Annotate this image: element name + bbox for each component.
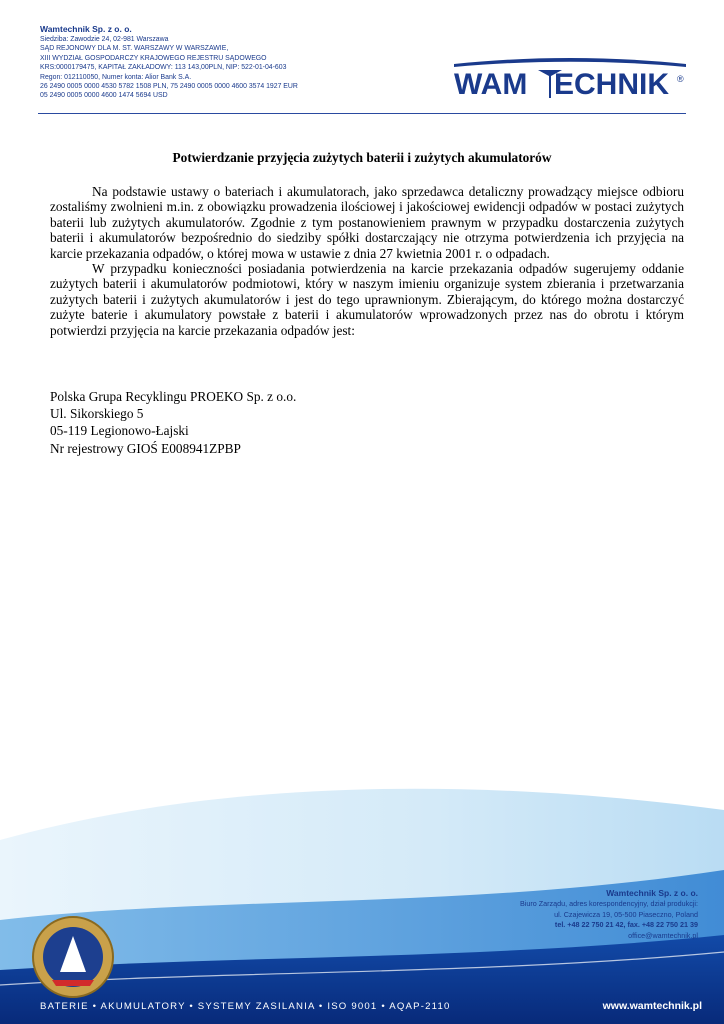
header-regon-line: Regon: 012110050, Numer konta: Alior Bank S.A. (40, 73, 192, 81)
header-address-line: Siedziba: Zawodzie 24, 02-981 Warszawa (40, 36, 169, 43)
quality-seal-icon (30, 914, 116, 1000)
footer-phone-fax: tel. +48 22 750 21 42, fax. +48 22 750 21 39 (554, 920, 698, 930)
logo-registered-mark: ® (677, 74, 684, 84)
footer-website-link[interactable]: www.wamtechnik.pl (602, 1000, 702, 1012)
body-paragraph: Na podstawie ustawy o bateriach i akumulatorach, jako sprzedawca detaliczny prowadzący miejsce odbioru zostaliśmy zwolnieni m.in. z obowiązku prowadzenia ilościowej i jakościowej ewidencji odpadów w postaci zużytych baterii lub zużytych akumulatorów. Zgodnie z tym postanowieniem prawnym w przypadku dostarczenia zużytych baterii i akumulatorów bezpośrednio do siedziby spółki dostarczający nie otrzyma potwierdzenia ich przyjęcia na karcie przekazania odpadów, o której mowa w ustawie z dnia 27 kwietnia 2001 r. o odpadach. (50, 184, 684, 261)
logo-text-left: WAM (454, 68, 528, 101)
footer-street: ul. Czajewicza 19, 05-500 Piaseczno, Poland (554, 909, 698, 919)
document-title: Potwierdzanie przyjęcia zużytych baterii i zużytych akumulatorów (172, 150, 552, 165)
header-account-usd-line: 05 2490 0005 0000 4600 1474 5694 USD (40, 92, 168, 100)
footer-contact-info (520, 888, 698, 941)
recycler-address (50, 388, 296, 457)
header-krs-line: KRS:0000179475, KAPITAŁ ZAKŁADOWY: 113 143,00PLN, NIP: 522-01-04-603 (40, 64, 287, 72)
header-company-name: Wamtechnik Sp. z o. o. (40, 24, 132, 34)
footer-office-label: Biuro Zarządu, adres korespondencyjny, dział produkcji: (519, 899, 698, 908)
header-company-info (40, 24, 380, 101)
header-division-line: XIII WYDZIAŁ GOSPODARCZY KRAJOWEGO REJESTRU SĄDOWEGO (40, 54, 267, 62)
address-company: Polska Grupa Recyklingu PROEKO Sp. z o.o. (50, 389, 297, 404)
document-body (50, 184, 684, 338)
address-registry-number: Nr rejestrowy GIOŚ E008941ZPBP (50, 440, 241, 456)
footer-slogan: BATERIE • AKUMULATORY • SYSTEMY ZASILANIA • ISO 9001 • AQAP-2110 (40, 1001, 451, 1012)
wamtechnik-logo (450, 58, 690, 102)
header-account-line: 26 2490 0005 0000 4530 5782 1508 PLN, 75 2490 0005 0000 4600 3574 1927 EUR (40, 83, 298, 91)
address-city: 05-119 Legionowo-Łajski (50, 423, 189, 439)
header-divider (38, 113, 686, 114)
body-paragraph: W przypadku konieczności posiadania potwierdzenia na karcie przekazania odpadów sugerujemy oddanie zużytych baterii i akumulatorów podmiotowi, który w naszym imieniu organizuje system zbierania i przetwarzania zużytych baterii i zużytych akumulatorów i jest do tego uprawnionym. Zbierającym, do którego można dostarczyć zużyte baterie i akumulatory powstałe z baterii i akumulatorów wprowadzonych przez nas do obrotu i którym potwierdzi przyjęcia na karcie przekazania odpadów jest: (50, 261, 684, 338)
address-street: Ul. Sikorskiego 5 (50, 406, 144, 422)
header-court-line: SĄD REJONOWY DLA M. ST. WARSZAWY W WARSZAWIE, (40, 45, 229, 53)
footer-email-link[interactable]: office@wamtechnik.pl (628, 930, 698, 940)
footer-company-name: Wamtechnik Sp. z o. o. (606, 888, 698, 898)
logo-text-right: ECHNIK (554, 68, 670, 101)
